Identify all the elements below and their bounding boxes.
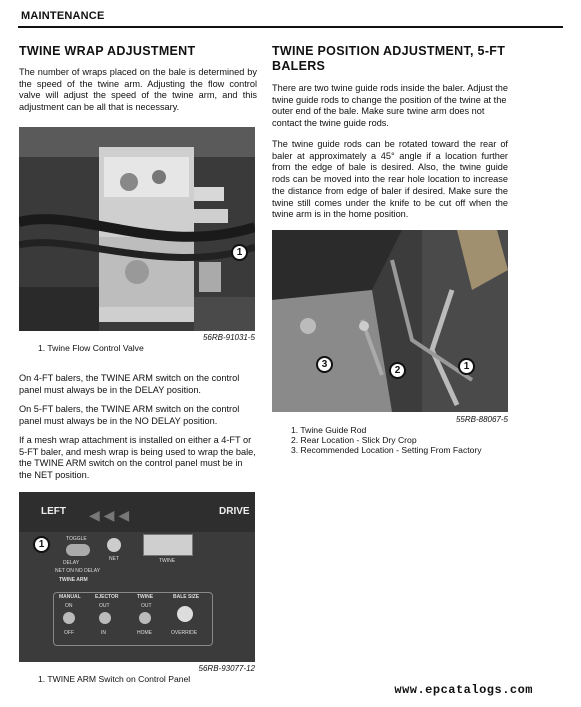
panel-drive-label: DRIVE	[219, 506, 250, 517]
panel-home-label: HOME	[137, 630, 152, 636]
panel-ejector-label: EJECTOR	[95, 594, 119, 600]
figure-id: 55RB-88067-5	[455, 415, 508, 424]
callout-1: 1	[231, 244, 248, 261]
twine-position-paragraph-1: There are two twine guide rods inside the baler. Adjust the twine guide rods to change the position of the twine at the outer end of the bale. Make sure twine arm does not contact the twine guide rods.	[272, 83, 508, 129]
callout-1: 1	[458, 358, 475, 375]
figure-caption-3: 3. Recommended Location - Setting From Factory	[291, 445, 482, 455]
footer-url[interactable]: www.epcatalogs.com	[394, 683, 533, 697]
twine-wrap-intro: The number of wraps placed on the bale is determined by the speed of the twine arm. Adjusting the flow control valve will adjust the speed of the twine arm, and this adjustment can be all that is necessary.	[19, 67, 257, 113]
arrow-icon: ◀ ◀ ◀	[89, 507, 130, 523]
panel-manual-label: MANUAL	[59, 594, 81, 600]
figure-caption-2: 2. Rear Location - Slick Dry Crop	[291, 435, 417, 445]
panel-out2-label: OUT	[141, 603, 152, 609]
control-panel-photo	[19, 492, 255, 662]
net-button	[107, 538, 121, 552]
twine-position-title: TWINE POSITION ADJUSTMENT, 5-FT BALERS	[272, 44, 506, 73]
paragraph-4ft: On 4-FT balers, the TWINE ARM switch on the control panel must always be in the DELAY position.	[19, 373, 240, 395]
panel-in-label: IN	[101, 630, 106, 636]
callout-2: 2	[389, 362, 406, 379]
panel-out1-label: OUT	[99, 603, 110, 609]
paragraph-mesh-wrap: If a mesh wrap attachment is installed on either a 4-FT or 5-FT baler, and mesh wrap is being used to wrap the bale, the TWINE ARM switch on the control panel must be in the NET position.	[19, 435, 256, 481]
panel-twine-label: TWINE	[159, 558, 176, 564]
callout-1: 1	[33, 536, 50, 553]
manual-switch	[63, 612, 75, 624]
panel-net-label: NET	[109, 556, 119, 562]
figure-caption-1: 1. Twine Guide Rod	[291, 425, 367, 435]
figure-caption: 1. TWINE ARM Switch on Control Panel	[38, 674, 191, 684]
panel-net-nodelay-label: NET ON NO DELAY	[55, 568, 101, 574]
twine-position-paragraph-2: The twine guide rods can be rotated toward the rear of baler at approximately a 45° angle if a location further from the edge of bale is desired. Also, the twine guide rods can be moved into the rear hole location to increase the distance from edge of baler if desired. Make sure the twine still comes under the knife to be cut off when the twine arm is in the home position.	[272, 139, 508, 220]
header-rule	[18, 26, 563, 28]
panel-off-label: OFF	[64, 630, 74, 636]
panel-override-label: OVERRIDE	[171, 630, 198, 636]
panel-twine-arm-label: TWINE ARM	[59, 577, 88, 583]
callout-3: 3	[316, 356, 333, 373]
panel-bale-size-label: BALE SIZE	[173, 594, 200, 600]
twine-indicator-window	[143, 534, 193, 556]
twine-guide-rod-photo	[272, 230, 508, 412]
toggle-switch	[66, 544, 90, 556]
twine-wrap-title: TWINE WRAP ADJUSTMENT	[19, 44, 196, 58]
override-button	[177, 606, 193, 622]
ejector-switch	[99, 612, 111, 624]
panel-left-label: LEFT	[41, 506, 66, 517]
panel-twine2-label: TWINE	[137, 594, 154, 600]
twine-switch	[139, 612, 151, 624]
figure-caption: 1. Twine Flow Control Valve	[38, 343, 144, 353]
figure-id: 56RB-93077-12	[198, 664, 255, 673]
panel-toggle-label: TOGGLE	[66, 536, 87, 542]
figure-id: 56RB-91031-5	[202, 333, 255, 342]
panel-delay-label: DELAY	[63, 560, 80, 566]
panel-on-label: ON	[65, 603, 73, 609]
section-label: MAINTENANCE	[21, 10, 105, 22]
flow-control-valve-photo	[19, 127, 255, 331]
paragraph-5ft: On 5-FT balers, the TWINE ARM switch on the control panel must always be in the NO DELAY position.	[19, 404, 240, 426]
